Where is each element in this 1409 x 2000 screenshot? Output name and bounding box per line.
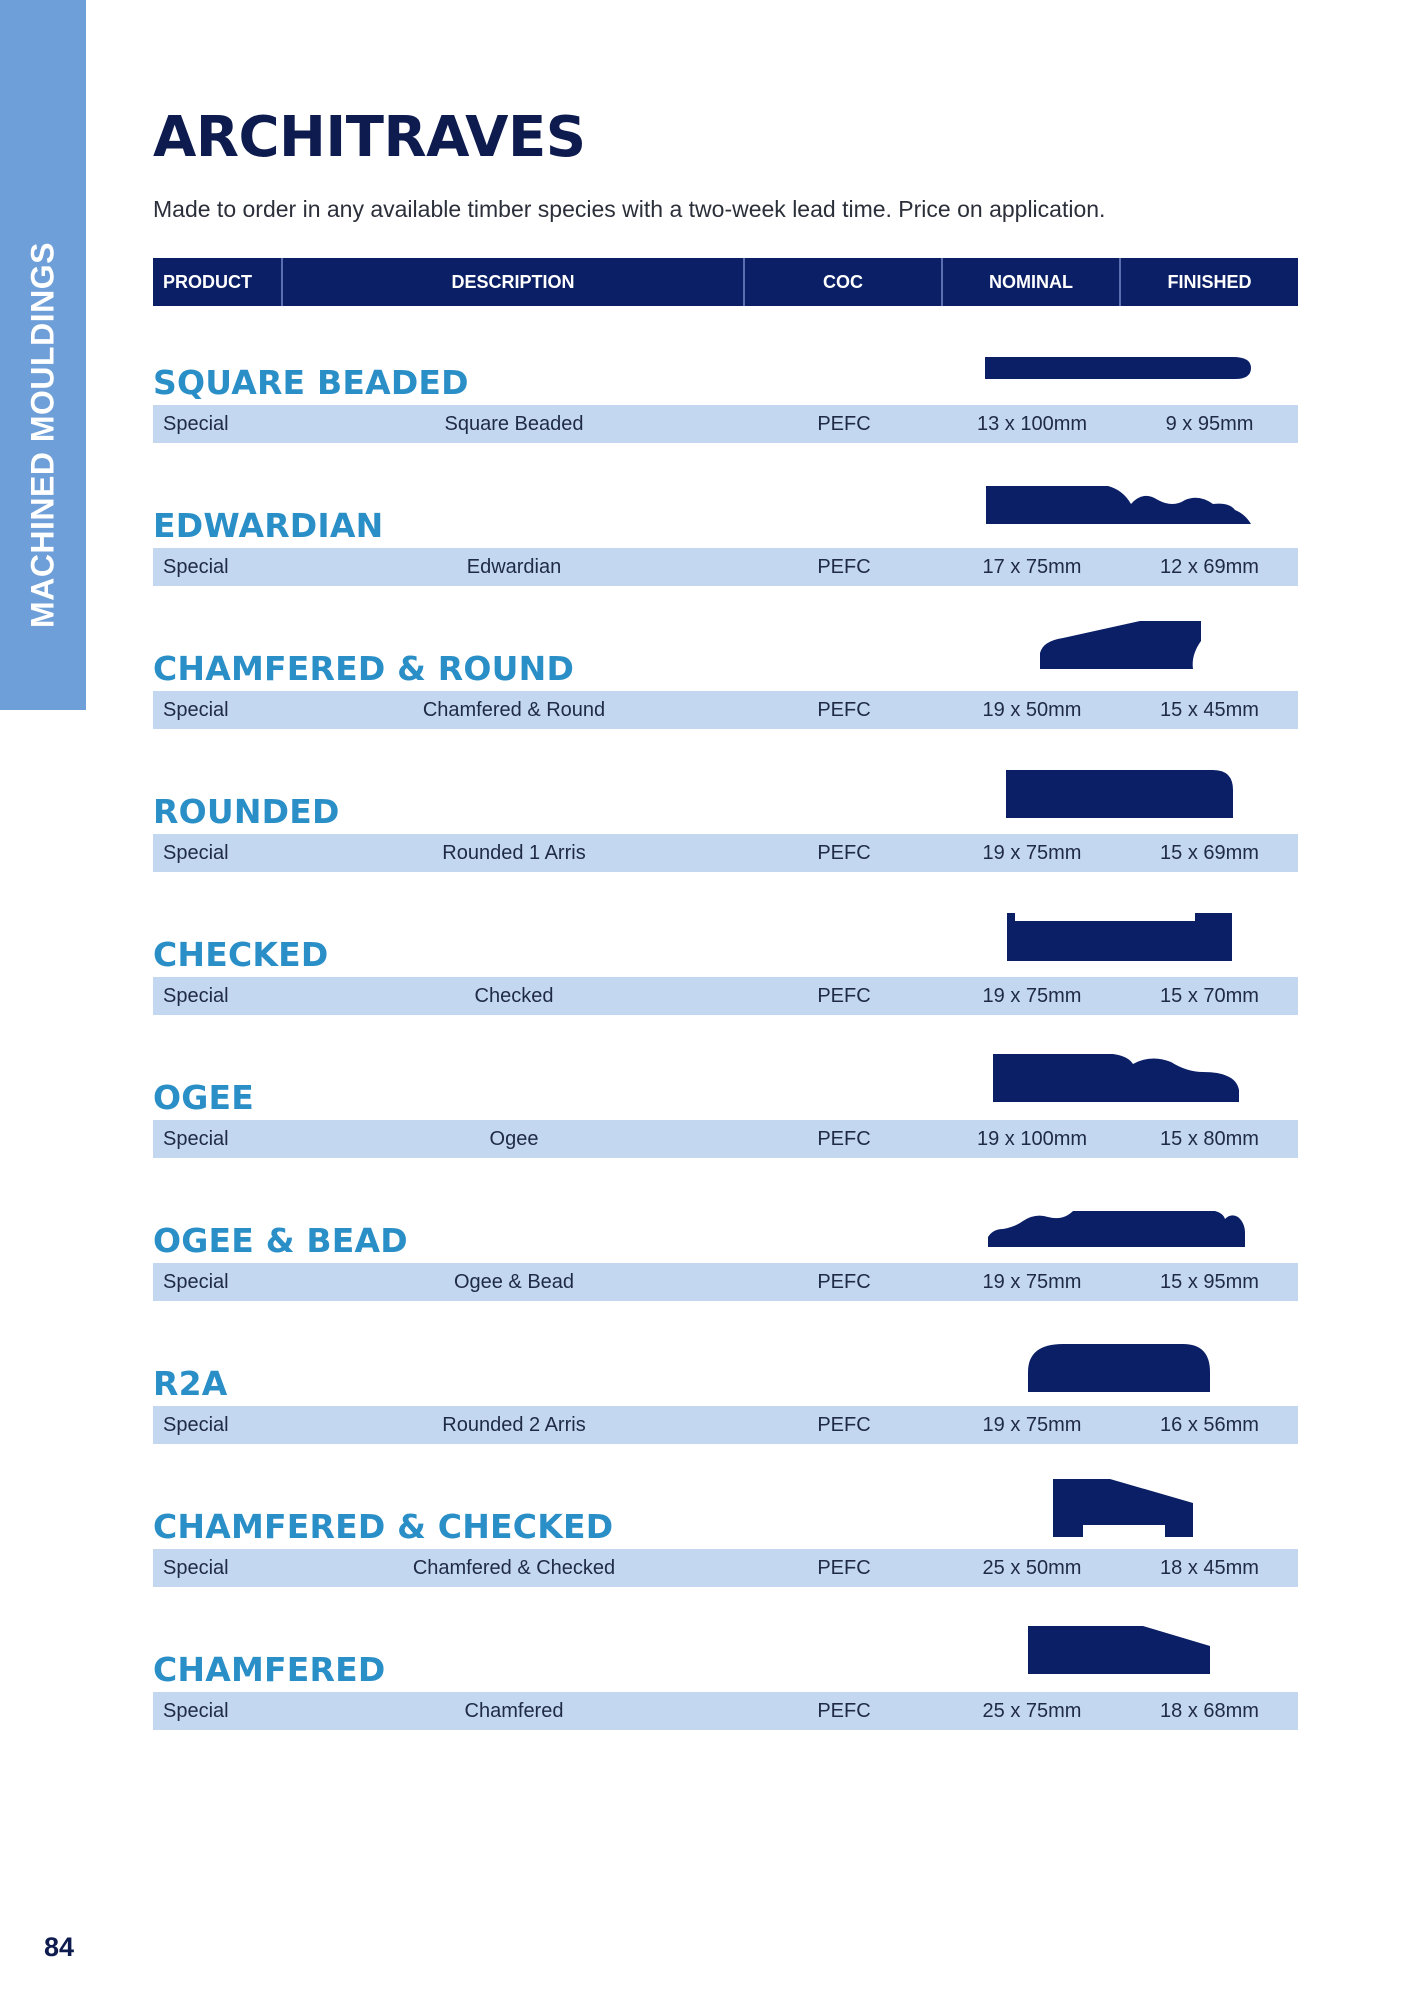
cell-product: Special	[163, 1699, 229, 1722]
page-title: ARCHITRAVES	[153, 105, 586, 170]
cell-finished: 15 x 69mm	[1160, 841, 1259, 864]
cell-nominal: 19 x 50mm	[982, 698, 1082, 721]
section-title: CHAMFERED	[153, 1650, 386, 1689]
intro-text: Made to order in any available timber species with a two-week lead time. Price on application.	[153, 196, 1106, 222]
cell-nominal: 19 x 75mm	[982, 1270, 1082, 1293]
cell-finished: 9 x 95mm	[1165, 412, 1254, 435]
cell-nominal: 13 x 100mm	[976, 412, 1088, 435]
section-side-tab	[0, 0, 86, 710]
header-nominal: NOMINAL	[943, 258, 1121, 306]
cell-nominal: 19 x 75mm	[982, 1413, 1082, 1436]
table-row	[153, 1120, 1298, 1158]
table-row	[153, 548, 1298, 586]
ogee-profile-icon	[973, 1050, 1273, 1120]
cell-nominal: 19 x 75mm	[982, 984, 1082, 1007]
table-row	[153, 405, 1298, 443]
cell-finished: 12 x 69mm	[1160, 555, 1259, 578]
cell-coc: PEFC	[817, 1270, 871, 1293]
r2a-profile-icon	[973, 1336, 1273, 1406]
cell-product: Special	[163, 555, 229, 578]
square-beaded-profile-icon	[973, 335, 1273, 405]
product-section	[153, 784, 1298, 894]
cell-coc: PEFC	[817, 1127, 871, 1150]
cell-coc: PEFC	[817, 1413, 871, 1436]
rounded-profile-icon	[973, 764, 1273, 834]
section-title: EDWARDIAN	[153, 506, 384, 545]
cell-description: Rounded 2 Arris	[442, 1413, 586, 1436]
cell-finished: 15 x 45mm	[1160, 698, 1259, 721]
cell-finished: 15 x 70mm	[1160, 984, 1259, 1007]
cell-description: Chamfered & Round	[422, 698, 606, 721]
cell-nominal: 17 x 75mm	[982, 555, 1082, 578]
section-title: R2A	[153, 1364, 228, 1403]
cell-coc: PEFC	[817, 555, 871, 578]
cell-description: Edwardian	[466, 555, 562, 578]
cell-nominal: 19 x 75mm	[982, 841, 1082, 864]
checked-profile-icon	[973, 907, 1273, 977]
section-title: CHECKED	[153, 935, 329, 974]
cell-finished: 18 x 45mm	[1160, 1556, 1259, 1579]
table-header	[153, 258, 1298, 306]
chamfered-round-profile-icon	[973, 621, 1273, 691]
section-title: ROUNDED	[153, 792, 340, 831]
product-section	[153, 1356, 1298, 1466]
cell-product: Special	[163, 984, 229, 1007]
edwardian-profile-icon	[973, 478, 1273, 548]
cell-finished: 16 x 56mm	[1160, 1413, 1259, 1436]
cell-nominal: 25 x 50mm	[982, 1556, 1082, 1579]
cell-description: Chamfered	[464, 1699, 564, 1722]
chamfered-checked-profile-icon	[973, 1479, 1273, 1549]
product-section	[153, 1499, 1298, 1609]
product-section	[153, 641, 1298, 751]
cell-coc: PEFC	[817, 412, 871, 435]
product-section	[153, 355, 1298, 465]
cell-finished: 15 x 95mm	[1160, 1270, 1259, 1293]
section-title: CHAMFERED & CHECKED	[153, 1507, 614, 1546]
side-tab-label: MACHINED MOULDINGS	[24, 242, 61, 628]
section-title: OGEE	[153, 1078, 255, 1117]
table-row	[153, 1692, 1298, 1730]
cell-product: Special	[163, 412, 229, 435]
header-finished: FINISHED	[1167, 271, 1252, 292]
header-description: DESCRIPTION	[283, 258, 745, 306]
cell-product: Special	[163, 1127, 229, 1150]
cell-nominal: 25 x 75mm	[982, 1699, 1082, 1722]
product-section	[153, 498, 1298, 608]
cell-description: Chamfered & Checked	[412, 1556, 616, 1579]
cell-finished: 15 x 80mm	[1160, 1127, 1259, 1150]
cell-product: Special	[163, 1270, 229, 1293]
page-number: 84	[44, 1932, 75, 1962]
cell-product: Special	[163, 1556, 229, 1579]
table-row	[153, 1406, 1298, 1444]
table-row	[153, 1549, 1298, 1587]
chamfered-profile-icon	[973, 1622, 1273, 1692]
table-row	[153, 691, 1298, 729]
table-row	[153, 977, 1298, 1015]
section-title: CHAMFERED & ROUND	[153, 649, 575, 688]
cell-coc: PEFC	[817, 1699, 871, 1722]
cell-finished: 18 x 68mm	[1160, 1699, 1259, 1722]
cell-description: Square Beaded	[444, 412, 584, 435]
cell-nominal: 19 x 100mm	[976, 1127, 1088, 1150]
product-section	[153, 927, 1298, 1037]
product-section	[153, 1213, 1298, 1323]
section-title: SQUARE BEADED	[153, 363, 469, 402]
header-product: PRODUCT	[153, 258, 283, 306]
cell-product: Special	[163, 698, 229, 721]
section-title: OGEE & BEAD	[153, 1221, 408, 1260]
cell-coc: PEFC	[817, 984, 871, 1007]
cell-description: Rounded 1 Arris	[442, 841, 586, 864]
cell-product: Special	[163, 1413, 229, 1436]
cell-description: Ogee & Bead	[453, 1270, 575, 1293]
product-section	[153, 1070, 1298, 1180]
cell-product: Special	[163, 841, 229, 864]
cell-coc: PEFC	[817, 841, 871, 864]
table-row	[153, 834, 1298, 872]
cell-coc: PEFC	[817, 698, 871, 721]
product-section	[153, 1642, 1298, 1752]
cell-coc: PEFC	[817, 1556, 871, 1579]
header-coc: COC	[745, 258, 943, 306]
cell-description: Checked	[474, 984, 554, 1007]
cell-description: Ogee	[489, 1127, 539, 1150]
ogee-bead-profile-icon	[973, 1193, 1273, 1263]
table-row	[153, 1263, 1298, 1301]
